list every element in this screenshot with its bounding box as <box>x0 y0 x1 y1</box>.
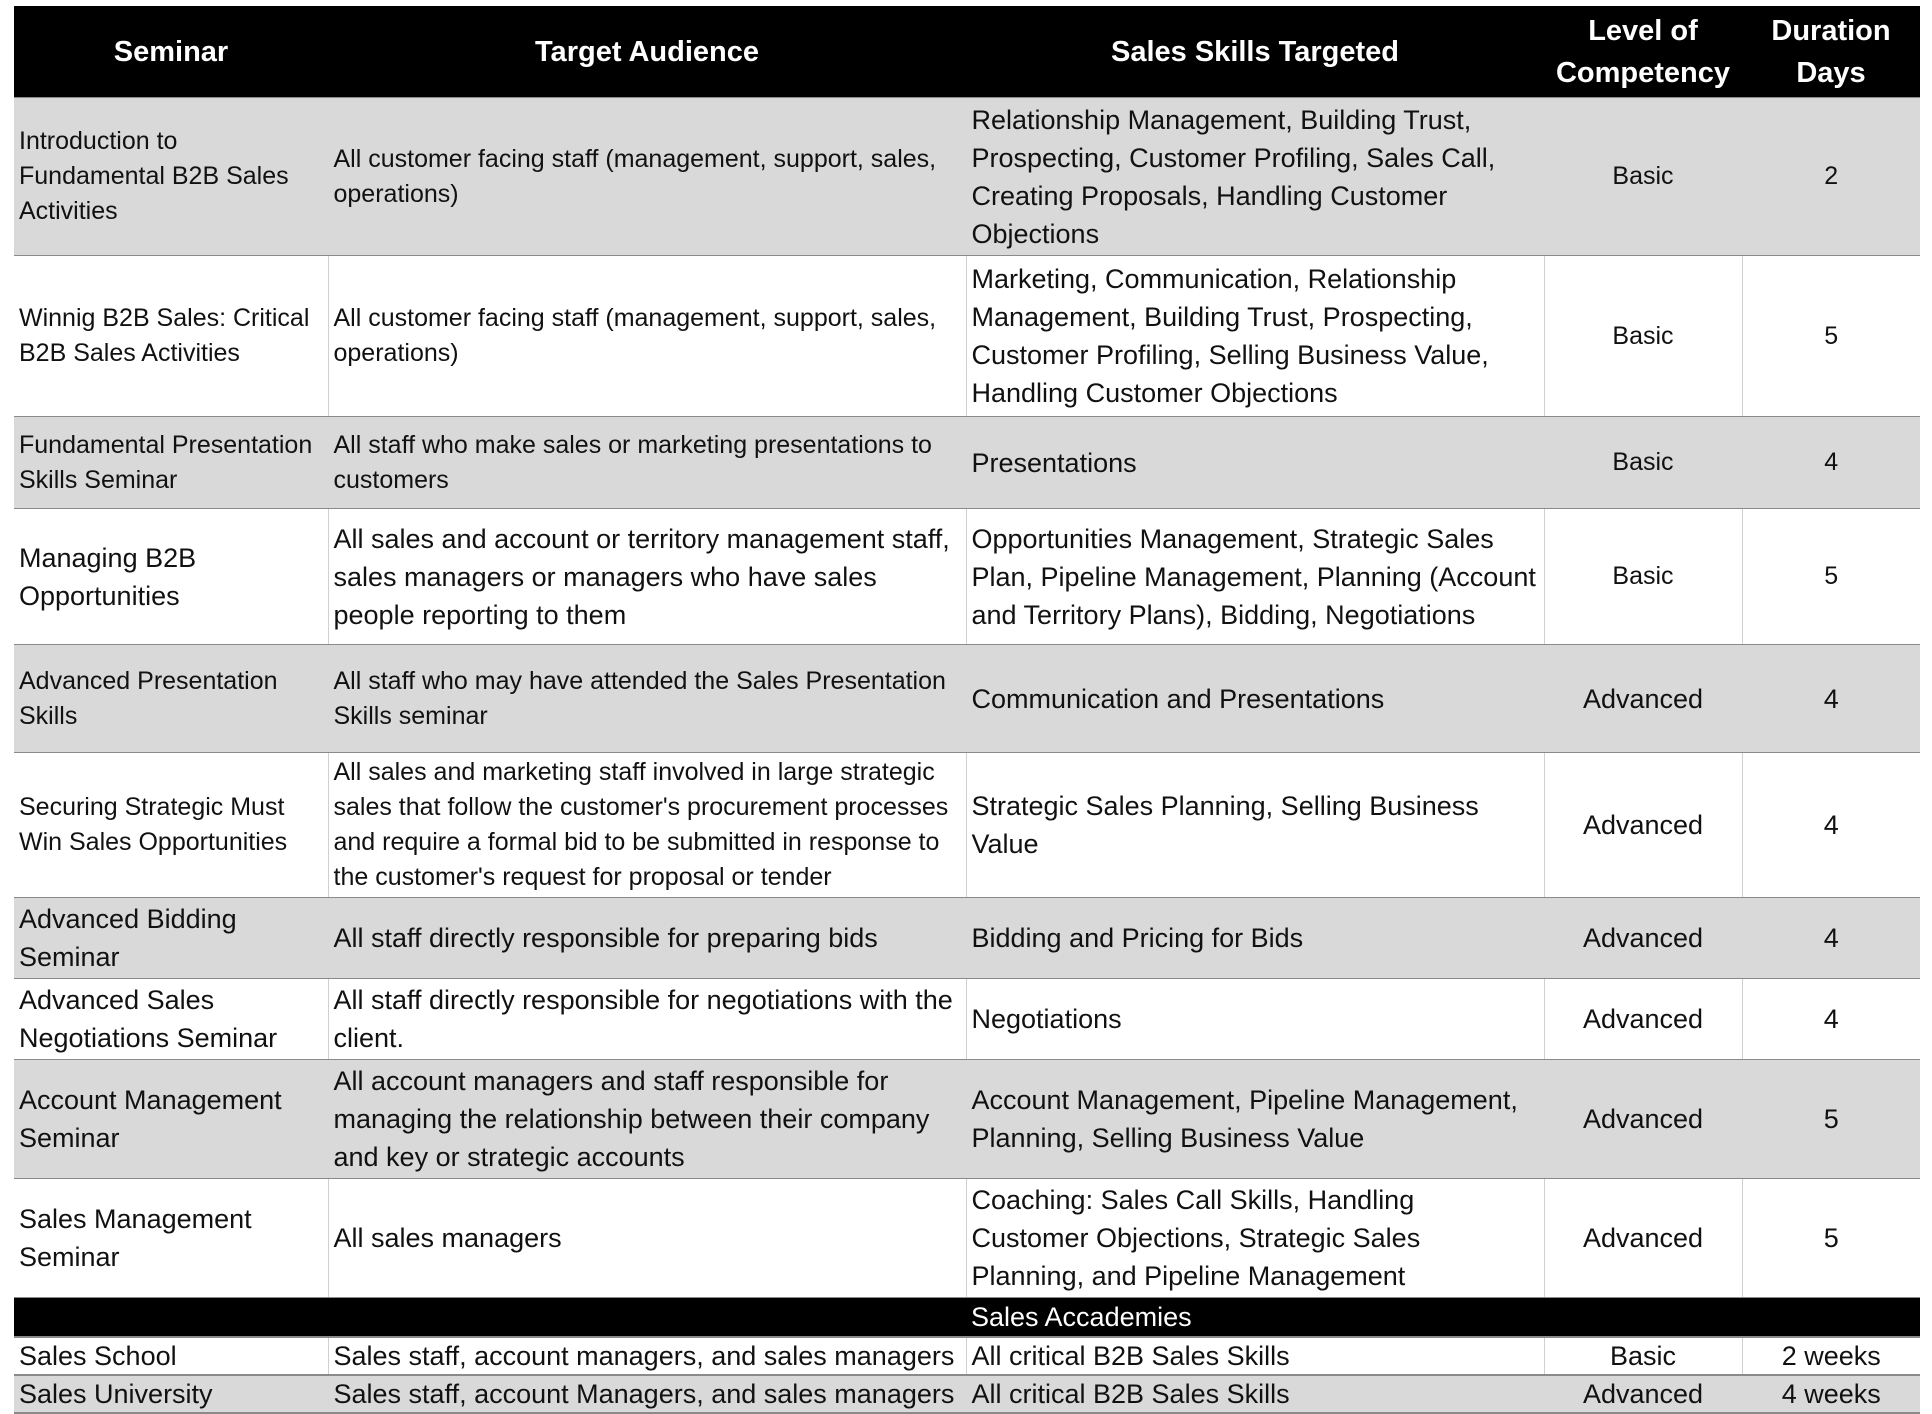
table-row <box>14 1375 1920 1413</box>
skills-targeted: Presentations <box>966 417 1544 509</box>
target-audience: Sales staff, account Managers, and sales managers <box>328 1375 966 1413</box>
table-row <box>14 1179 1920 1298</box>
target-audience: All account managers and staff responsible for managing the relationship between their company and key or strategic accounts <box>328 1060 966 1179</box>
skills-targeted: Marketing, Communication, Relationship Management, Building Trust, Prospecting, Customer Profiling, Selling Business Value, Handling Customer Objections <box>966 256 1544 417</box>
target-audience: All staff who make sales or marketing presentations to customers <box>328 417 966 509</box>
competency-level: Advanced <box>1544 1179 1742 1298</box>
skills-targeted: All critical B2B Sales Skills <box>966 1337 1544 1375</box>
competency-level: Advanced <box>1544 1375 1742 1413</box>
competency-level: Basic <box>1544 509 1742 645</box>
skills-targeted: Strategic Sales Planning, Selling Business Value <box>966 753 1544 898</box>
duration-days: 5 <box>1742 1179 1920 1298</box>
skills-targeted: Opportunities Management, Strategic Sales Plan, Pipeline Management, Planning (Account and Territory Plans), Bidding, Negotiations <box>966 509 1544 645</box>
header-sales-skills: Sales Skills Targeted <box>966 6 1544 98</box>
skills-targeted: Relationship Management, Building Trust, Prospecting, Customer Profiling, Sales Call, Creating Proposals, Handling Customer Objections <box>966 98 1544 256</box>
target-audience: Sales staff, account managers, and sales managers <box>328 1337 966 1375</box>
competency-level: Basic <box>1544 1337 1742 1375</box>
target-audience: All customer facing staff (management, support, sales, operations) <box>328 98 966 256</box>
header-duration: Duration Days <box>1742 6 1920 98</box>
target-audience: All staff who may have attended the Sales Presentation Skills seminar <box>328 645 966 753</box>
competency-level: Basic <box>1544 98 1742 256</box>
skills-targeted: Negotiations <box>966 979 1544 1060</box>
skills-targeted: Account Management, Pipeline Management, Planning, Selling Business Value <box>966 1060 1544 1179</box>
seminar-name: Sales Management Seminar <box>14 1179 328 1298</box>
competency-level: Advanced <box>1544 753 1742 898</box>
target-audience: All sales managers <box>328 1179 966 1298</box>
seminar-name: Advanced Presentation Skills <box>14 645 328 753</box>
header-target-audience: Target Audience <box>328 6 966 98</box>
table-row <box>14 898 1920 979</box>
duration-days: 5 <box>1742 256 1920 417</box>
header-level: Level of Competency <box>1544 6 1742 98</box>
section-row-sales-academies <box>14 1298 1920 1338</box>
duration-days: 4 <box>1742 645 1920 753</box>
duration-days: 4 <box>1742 753 1920 898</box>
competency-level: Basic <box>1544 417 1742 509</box>
seminar-name: Sales University <box>14 1375 328 1413</box>
table-row <box>14 417 1920 509</box>
seminar-name: Securing Strategic Must Win Sales Opportunities <box>14 753 328 898</box>
competency-level: Basic <box>1544 256 1742 417</box>
table-row <box>14 753 1920 898</box>
skills-targeted: Coaching: Sales Call Skills, Handling Customer Objections, Strategic Sales Planning, and Pipeline Management <box>966 1179 1544 1298</box>
duration-days: 2 <box>1742 98 1920 256</box>
duration-days: 4 <box>1742 979 1920 1060</box>
seminar-name: Sales School <box>14 1337 328 1375</box>
competency-level: Advanced <box>1544 898 1742 979</box>
competency-level: Advanced <box>1544 1060 1742 1179</box>
section-title: Sales Accademies <box>966 1298 1920 1338</box>
table-row <box>14 98 1920 256</box>
duration-days: 4 <box>1742 898 1920 979</box>
skills-targeted: Bidding and Pricing for Bids <box>966 898 1544 979</box>
seminar-table <box>14 6 1920 1414</box>
competency-level: Advanced <box>1544 979 1742 1060</box>
seminar-name: Account Management Seminar <box>14 1060 328 1179</box>
header-row <box>14 6 1920 98</box>
seminar-table-wrapper <box>14 6 1920 1414</box>
duration-days: 5 <box>1742 1060 1920 1179</box>
seminar-name: Managing B2B Opportunities <box>14 509 328 645</box>
duration-days: 4 <box>1742 417 1920 509</box>
duration-days: 5 <box>1742 509 1920 645</box>
duration-days: 4 weeks <box>1742 1375 1920 1413</box>
skills-targeted: Communication and Presentations <box>966 645 1544 753</box>
seminar-name: Advanced Sales Negotiations Seminar <box>14 979 328 1060</box>
table-row <box>14 1337 1920 1375</box>
target-audience: All customer facing staff (management, support, sales, operations) <box>328 256 966 417</box>
target-audience: All sales and account or territory management staff, sales managers or managers who have sales people reporting to them <box>328 509 966 645</box>
target-audience: All staff directly responsible for negotiations with the client. <box>328 979 966 1060</box>
seminar-name: Fundamental Presentation Skills Seminar <box>14 417 328 509</box>
section-spacer <box>14 1298 966 1338</box>
duration-days: 2 weeks <box>1742 1337 1920 1375</box>
skills-targeted: All critical B2B Sales Skills <box>966 1375 1544 1413</box>
header-seminar: Seminar <box>14 6 328 98</box>
seminar-name: Introduction to Fundamental B2B Sales Activities <box>14 98 328 256</box>
table-row <box>14 256 1920 417</box>
table-row <box>14 645 1920 753</box>
seminar-name: Advanced Bidding Seminar <box>14 898 328 979</box>
table-row <box>14 1060 1920 1179</box>
target-audience: All sales and marketing staff involved in large strategic sales that follow the customer's procurement processes and require a formal bid to be submitted in response to the customer's request for proposal or tender <box>328 753 966 898</box>
seminar-name: Winnig B2B Sales: Critical B2B Sales Activities <box>14 256 328 417</box>
competency-level: Advanced <box>1544 645 1742 753</box>
target-audience: All staff directly responsible for preparing bids <box>328 898 966 979</box>
table-row <box>14 509 1920 645</box>
table-row <box>14 979 1920 1060</box>
